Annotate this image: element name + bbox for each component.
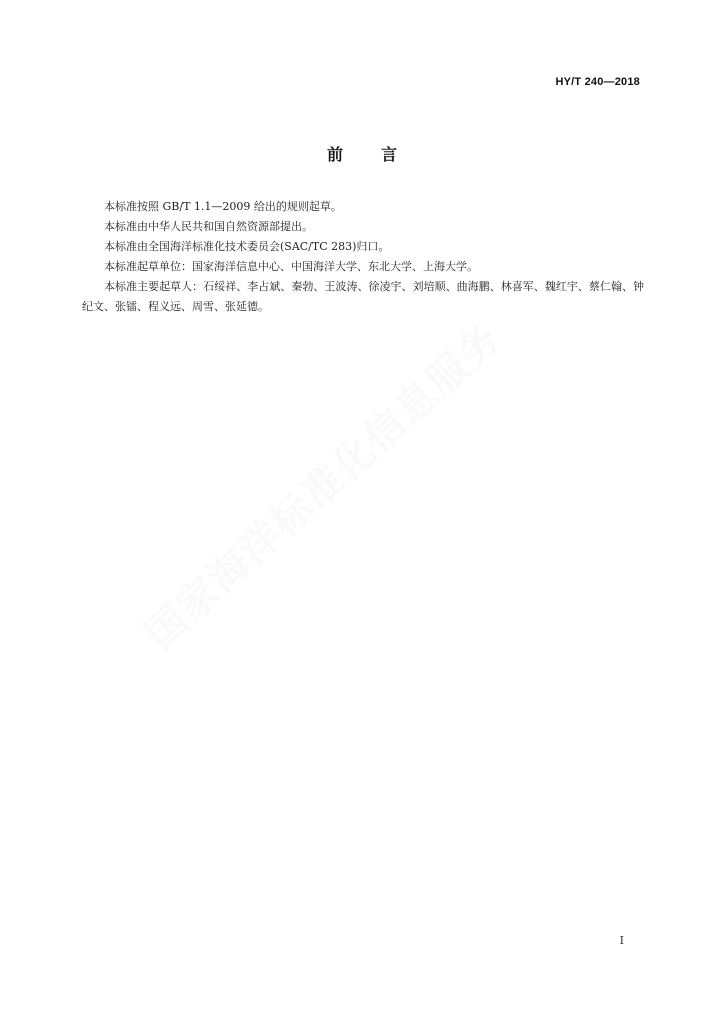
- standard-number: HY/T 240—2018: [555, 76, 640, 88]
- paragraph-drafters: 本标准主要起草人：石绥祥、李占斌、秦勃、王波涛、徐凌宇、刘培顺、曲海鹏、林喜军、魏红宇、蔡仁翰、钟纪文、张镭、程义远、周雪、张延德。: [82, 280, 644, 313]
- paragraph-drafting-rules: 本标准按照 GB/T 1.1—2009 给出的规则起草。: [104, 200, 342, 213]
- paragraph-proposer: 本标准由中华人民共和国自然资源部提出。: [104, 220, 313, 233]
- page-title: 前言: [326, 145, 435, 164]
- watermark: 国家海洋标准化信息服务: [136, 314, 512, 659]
- foreword-body: [82, 197, 644, 317]
- paragraph-centralized-unit: 本标准由全国海洋标准化技术委员会(SAC/TC 283)归口。: [104, 240, 390, 253]
- page-number: I: [619, 934, 624, 947]
- paragraph-drafting-units: 本标准起草单位：国家海洋信息中心、中国海洋大学、东北大学、上海大学。: [104, 260, 478, 273]
